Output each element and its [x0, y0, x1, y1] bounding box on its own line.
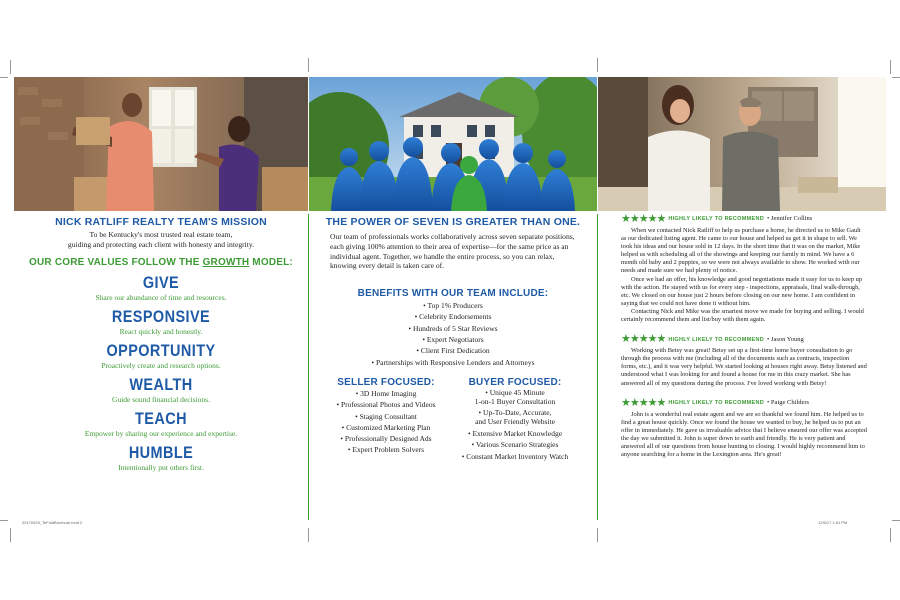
review-header: [621, 214, 867, 225]
value-word: HUMBLE: [128, 443, 194, 462]
crop-mark: [0, 77, 8, 78]
value-desc: Proactively create and research options.: [101, 361, 221, 370]
value-desc: Intentionally put others first.: [118, 463, 204, 472]
seller-list: [324, 388, 448, 456]
seller-title: SELLER FOCUSED:: [337, 376, 435, 388]
list-item: • 3D Home Imaging: [355, 388, 417, 398]
buyer-title: BUYER FOCUSED:: [468, 376, 562, 388]
five-star-icon: ★★★★★: [621, 333, 666, 346]
list-item: • Partnerships with Responsive Lenders and Attorneys: [371, 357, 535, 367]
panel-reviews: [621, 214, 867, 459]
reviewer-name: • Jason Young: [767, 335, 804, 343]
list-item: • Constant Market Inventory Watch: [461, 451, 569, 461]
mission-text-line-1: To be Kentucky's most trusted real estate team,: [89, 230, 233, 239]
review-paragraph: Working with Betsy was great! Betsy set up a first-time home buyer consultation to go through the process with me (including all of the documents such as contracts, inspection forms, etc.), and it was very helpful. We started looking at houses right away. Betsy listened and understood what I was looking for and found a house for me in this crazy market. She has answered all of my questions during the process. I've loved working with Betsy!: [621, 347, 867, 387]
photo-kitchen-couple: [598, 77, 886, 211]
core-values-model: GROWTH: [202, 257, 250, 268]
benefits-list: [324, 300, 582, 368]
list-item: • Various Scenario Strategies: [471, 440, 559, 450]
value-word: TEACH: [135, 409, 187, 428]
crop-mark: [308, 528, 309, 542]
list-item: • Expert Problem Solvers: [347, 445, 425, 455]
core-values-list: [14, 274, 308, 472]
list-item: • Client First Dedication: [416, 346, 490, 356]
recommend-label: HIGHLY LIKELY TO RECOMMEND: [668, 336, 765, 343]
value-word: RESPONSIVE: [111, 307, 211, 326]
core-values-prefix: OUR CORE VALUES FOLLOW THE: [29, 257, 203, 268]
slug-right: 12/6/17 1:51 PM: [818, 520, 848, 525]
review-header: [621, 398, 867, 409]
team-intro: Our team of professionals works collaboratively across seven separate positions, each giving 100% attention to their area of expertise—for the same price as an individual agent. Together, we handle the entire process, so you can relax, knowing every detail is taken care of.: [330, 232, 575, 271]
list-item: • Professional Photos and Videos: [336, 400, 436, 410]
review-paragraph: Contacting Nick and Mike was the smartest move we made for buying and selling. I would certainly recommend them and list/buy with them again.: [621, 307, 864, 324]
crop-mark: [892, 520, 900, 521]
panel-mission: [14, 214, 308, 478]
list-item: and User Friendly Website: [475, 416, 555, 426]
reviewer-name: • Jennifer Collins: [767, 215, 813, 223]
list-item: • Top 1% Producers: [423, 301, 483, 311]
list-item: • Hundreds of 5 Star Reviews: [408, 323, 498, 333]
reviewer-name: • Paige Childers: [767, 399, 810, 407]
panel-team: [324, 214, 582, 462]
list-item: • Extensive Market Knowledge: [467, 428, 563, 438]
review-header: [621, 334, 867, 345]
list-item: • Staging Consultant: [355, 411, 417, 421]
recommend-label: HIGHLY LIKELY TO RECOMMEND: [668, 216, 765, 223]
crop-mark: [890, 60, 891, 74]
panel-divider: [308, 214, 309, 520]
core-values-suffix: MODEL:: [249, 257, 293, 268]
mission-title: NICK RATLIFF REALTY TEAM'S MISSION: [55, 216, 267, 228]
review-item: [621, 334, 867, 387]
value-desc: Share our abundance of time and resources.: [95, 293, 227, 302]
crop-mark: [890, 528, 891, 542]
photo-couple-moving: [14, 77, 308, 211]
review-item: [621, 398, 867, 460]
review-paragraph: John is a wonderful real estate agent and we are so thankful we found him. He helped us to find a great house quickly. Once we found the house we wanted to buy, he helped us to put an offer in immediately. He gave us invaluable advice that I believe ensured our offer was accepted the day we submitted it. John is super down to earth and friendly. He is very patient and answered all of our questions from house hunting to closing. I would highly recommend him to anyone searching for a home in the Lexington area. He's great!: [621, 410, 867, 459]
list-item: • Unique 45 Minute: [485, 387, 545, 397]
value-word: WEALTH: [129, 375, 193, 394]
benefits-title: BENEFITS WITH OUR TEAM INCLUDE:: [357, 288, 549, 300]
crop-mark: [0, 520, 8, 521]
core-values-heading: [14, 257, 308, 268]
mission-text-line-2: guiding and protecting each client with honesty and integrity.: [67, 240, 255, 249]
power-of-seven-title: THE POWER OF SEVEN IS GREATER THAN ONE.: [325, 216, 581, 228]
crop-mark: [597, 58, 598, 72]
slug-left: 20170929_TeFoldBrochure.indd 2: [22, 520, 83, 525]
five-star-icon: ★★★★★: [621, 396, 666, 409]
list-item: • Expert Negotiators: [422, 335, 484, 345]
crop-mark: [892, 77, 900, 78]
crop-mark: [597, 528, 598, 542]
crop-mark: [10, 60, 11, 74]
crop-mark: [308, 58, 309, 72]
value-word: OPPORTUNITY: [106, 341, 216, 360]
five-star-icon: ★★★★★: [621, 213, 666, 225]
list-item: • Customized Marketing Plan: [341, 422, 431, 432]
value-word: GIVE: [142, 273, 180, 292]
review-paragraph: When we contacted Nick Ratliff to help us purchase a home, he directed us to Mike Gault as our dedicated listing agent. He came to our house and helped us get it in shape to sell. We took his ideas and our house sold in 12 days. In the short time that it was on the market, Mike helped us with scheduling all of the showings and keeping our family in mind. We have a 6 month old baby and 2 puppies, so we were not always available to show. He worked with our needs and made sure we had plenty of notice.: [621, 227, 861, 275]
value-desc: Empower by sharing our experience and expertise.: [84, 429, 238, 438]
list-item: 1-on-1 Buyer Consultation: [474, 396, 556, 406]
list-item: • Celebrity Endorsements: [414, 312, 492, 322]
photo-house-team: [309, 77, 597, 211]
recommend-label: HIGHLY LIKELY TO RECOMMEND: [668, 400, 765, 407]
review-item: [621, 214, 867, 324]
review-paragraph: Once we had an offer, his knowledge and good negotiations made it easy for us to keep up with the action. He stayed with us for every step - inspections, appraisals, final walk-through, etc. We closed on our house just 2 hours before closing on our new home. I am confident in saying that we could not have done it without him.: [621, 275, 863, 307]
buyer-list: [448, 388, 582, 462]
value-desc: Guide sound financial decisions.: [112, 395, 210, 404]
value-desc: React quickly and honestly.: [119, 327, 203, 336]
list-item: • Professionally Designed Ads: [340, 434, 432, 444]
crop-mark: [10, 528, 11, 542]
panel-divider: [597, 214, 598, 520]
list-item: • Up-To-Date, Accurate,: [478, 407, 552, 417]
